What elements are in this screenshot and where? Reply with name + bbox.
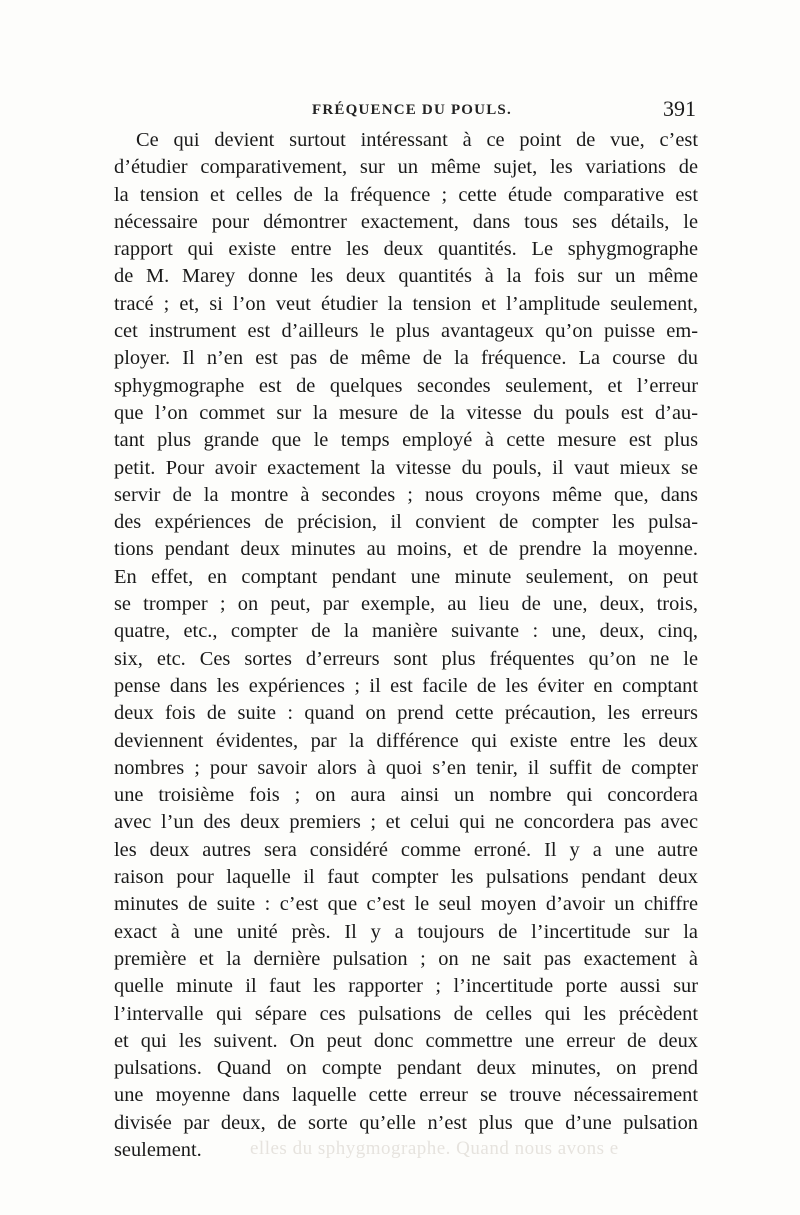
text-line: une troisième fois ; on aura ainsi un nombre qui concordera [114, 784, 698, 807]
text-line: servir de la montre à secondes ; nous croyons même que, dans [114, 483, 698, 506]
text-line: les deux autres sera considéré comme erroné. Il y a une autre [114, 838, 698, 861]
text-line: et qui les suivent. On peut donc commettre une erreur de deux [114, 1029, 698, 1052]
text-line: d’étudier comparativement, sur un même sujet, les variations de [114, 156, 698, 179]
text-line: une moyenne dans laquelle cette erreur se trouve nécessairement [114, 1084, 698, 1107]
text-line: cet instrument est d’ailleurs le plus avantageux qu’on puisse em- [114, 320, 698, 343]
text-line: En effet, en comptant pendant une minute seulement, on peut [114, 565, 698, 588]
text-line: exact à une unité près. Il y a toujours de l’incertitude sur la [114, 920, 698, 943]
bleed-through-text: elles du sphygmographe. Quand nous avons e [250, 1138, 619, 1159]
text-line: minutes de suite : c’est que c’est le seul moyen d’avoir un chiffre [114, 893, 698, 916]
text-line: sphygmographe est de quelques secondes seulement, et l’erreur [114, 374, 698, 397]
text-line: divisée par deux, de sorte qu’elle n’est plus que d’une pulsation [114, 1111, 698, 1134]
text-line: deviennent évidentes, par la différence qui existe entre les deux [114, 729, 698, 752]
text-line: quatre, etc., compter de la manière suivante : une, deux, cinq, [114, 620, 698, 643]
page-number: 391 [663, 96, 696, 121]
text-line: nécessaire pour démontrer exactement, dans tous ses détails, le [114, 210, 698, 233]
text-line: Ce qui devient surtout intéressant à ce point de vue, c’est [136, 129, 698, 151]
text-line: deux fois de suite : quand on prend cette précaution, les erreurs [114, 702, 698, 725]
text-line: l’intervalle qui sépare ces pulsations de celles qui les précèdent [114, 1002, 698, 1025]
text-line: de M. Marey donne les deux quantités à la fois sur un même [114, 265, 698, 288]
text-line: pulsations. Quand on compte pendant deux minutes, on prend [114, 1057, 698, 1080]
text-line: raison pour laquelle il faut compter les pulsations pendant deux [114, 866, 698, 889]
text-line: rapport qui existe entre les deux quantités. Le sphygmographe [114, 238, 698, 261]
body-text [114, 127, 698, 1164]
text-line: quelle minute il faut les rapporter ; l’incertitude porte aussi sur [114, 975, 698, 998]
text-line-last: seulement. [114, 1138, 202, 1161]
text-line: première et la dernière pulsation ; on ne sait pas exactement à [114, 947, 698, 970]
text-line: se tromper ; on peut, par exemple, au lieu de une, deux, trois, [114, 593, 698, 616]
text-line: ployer. Il n’en est pas de même de la fréquence. La course du [114, 347, 698, 370]
text-line: six, etc. Ces sortes d’erreurs sont plus fréquentes qu’on ne le [114, 647, 698, 670]
text-line: avec l’un des deux premiers ; et celui qui ne concordera pas avec [114, 811, 698, 834]
text-line: la tension et celles de la fréquence ; cette étude comparative est [114, 183, 698, 206]
text-line: pense dans les expériences ; il est facile de les éviter en comptant [114, 674, 698, 697]
page-header [112, 96, 698, 124]
text-line: tant plus grande que le temps employé à cette mesure est plus [114, 429, 698, 452]
text-line: tions pendant deux minutes au moins, et de prendre la moyenne. [114, 538, 698, 561]
running-head: FRÉQUENCE DU POULS. [312, 102, 512, 118]
text-line: tracé ; et, si l’on veut étudier la tension et l’amplitude seulement, [114, 292, 698, 315]
text-line: que l’on commet sur la mesure de la vitesse du pouls est d’au- [114, 401, 698, 424]
text-line: petit. Pour avoir exactement la vitesse du pouls, il vaut mieux se [114, 456, 698, 479]
text-line: nombres ; pour savoir alors à quoi s’en tenir, il suffit de compter [114, 756, 698, 779]
text-line: des expériences de précision, il convient de compter les pulsa- [114, 511, 698, 534]
